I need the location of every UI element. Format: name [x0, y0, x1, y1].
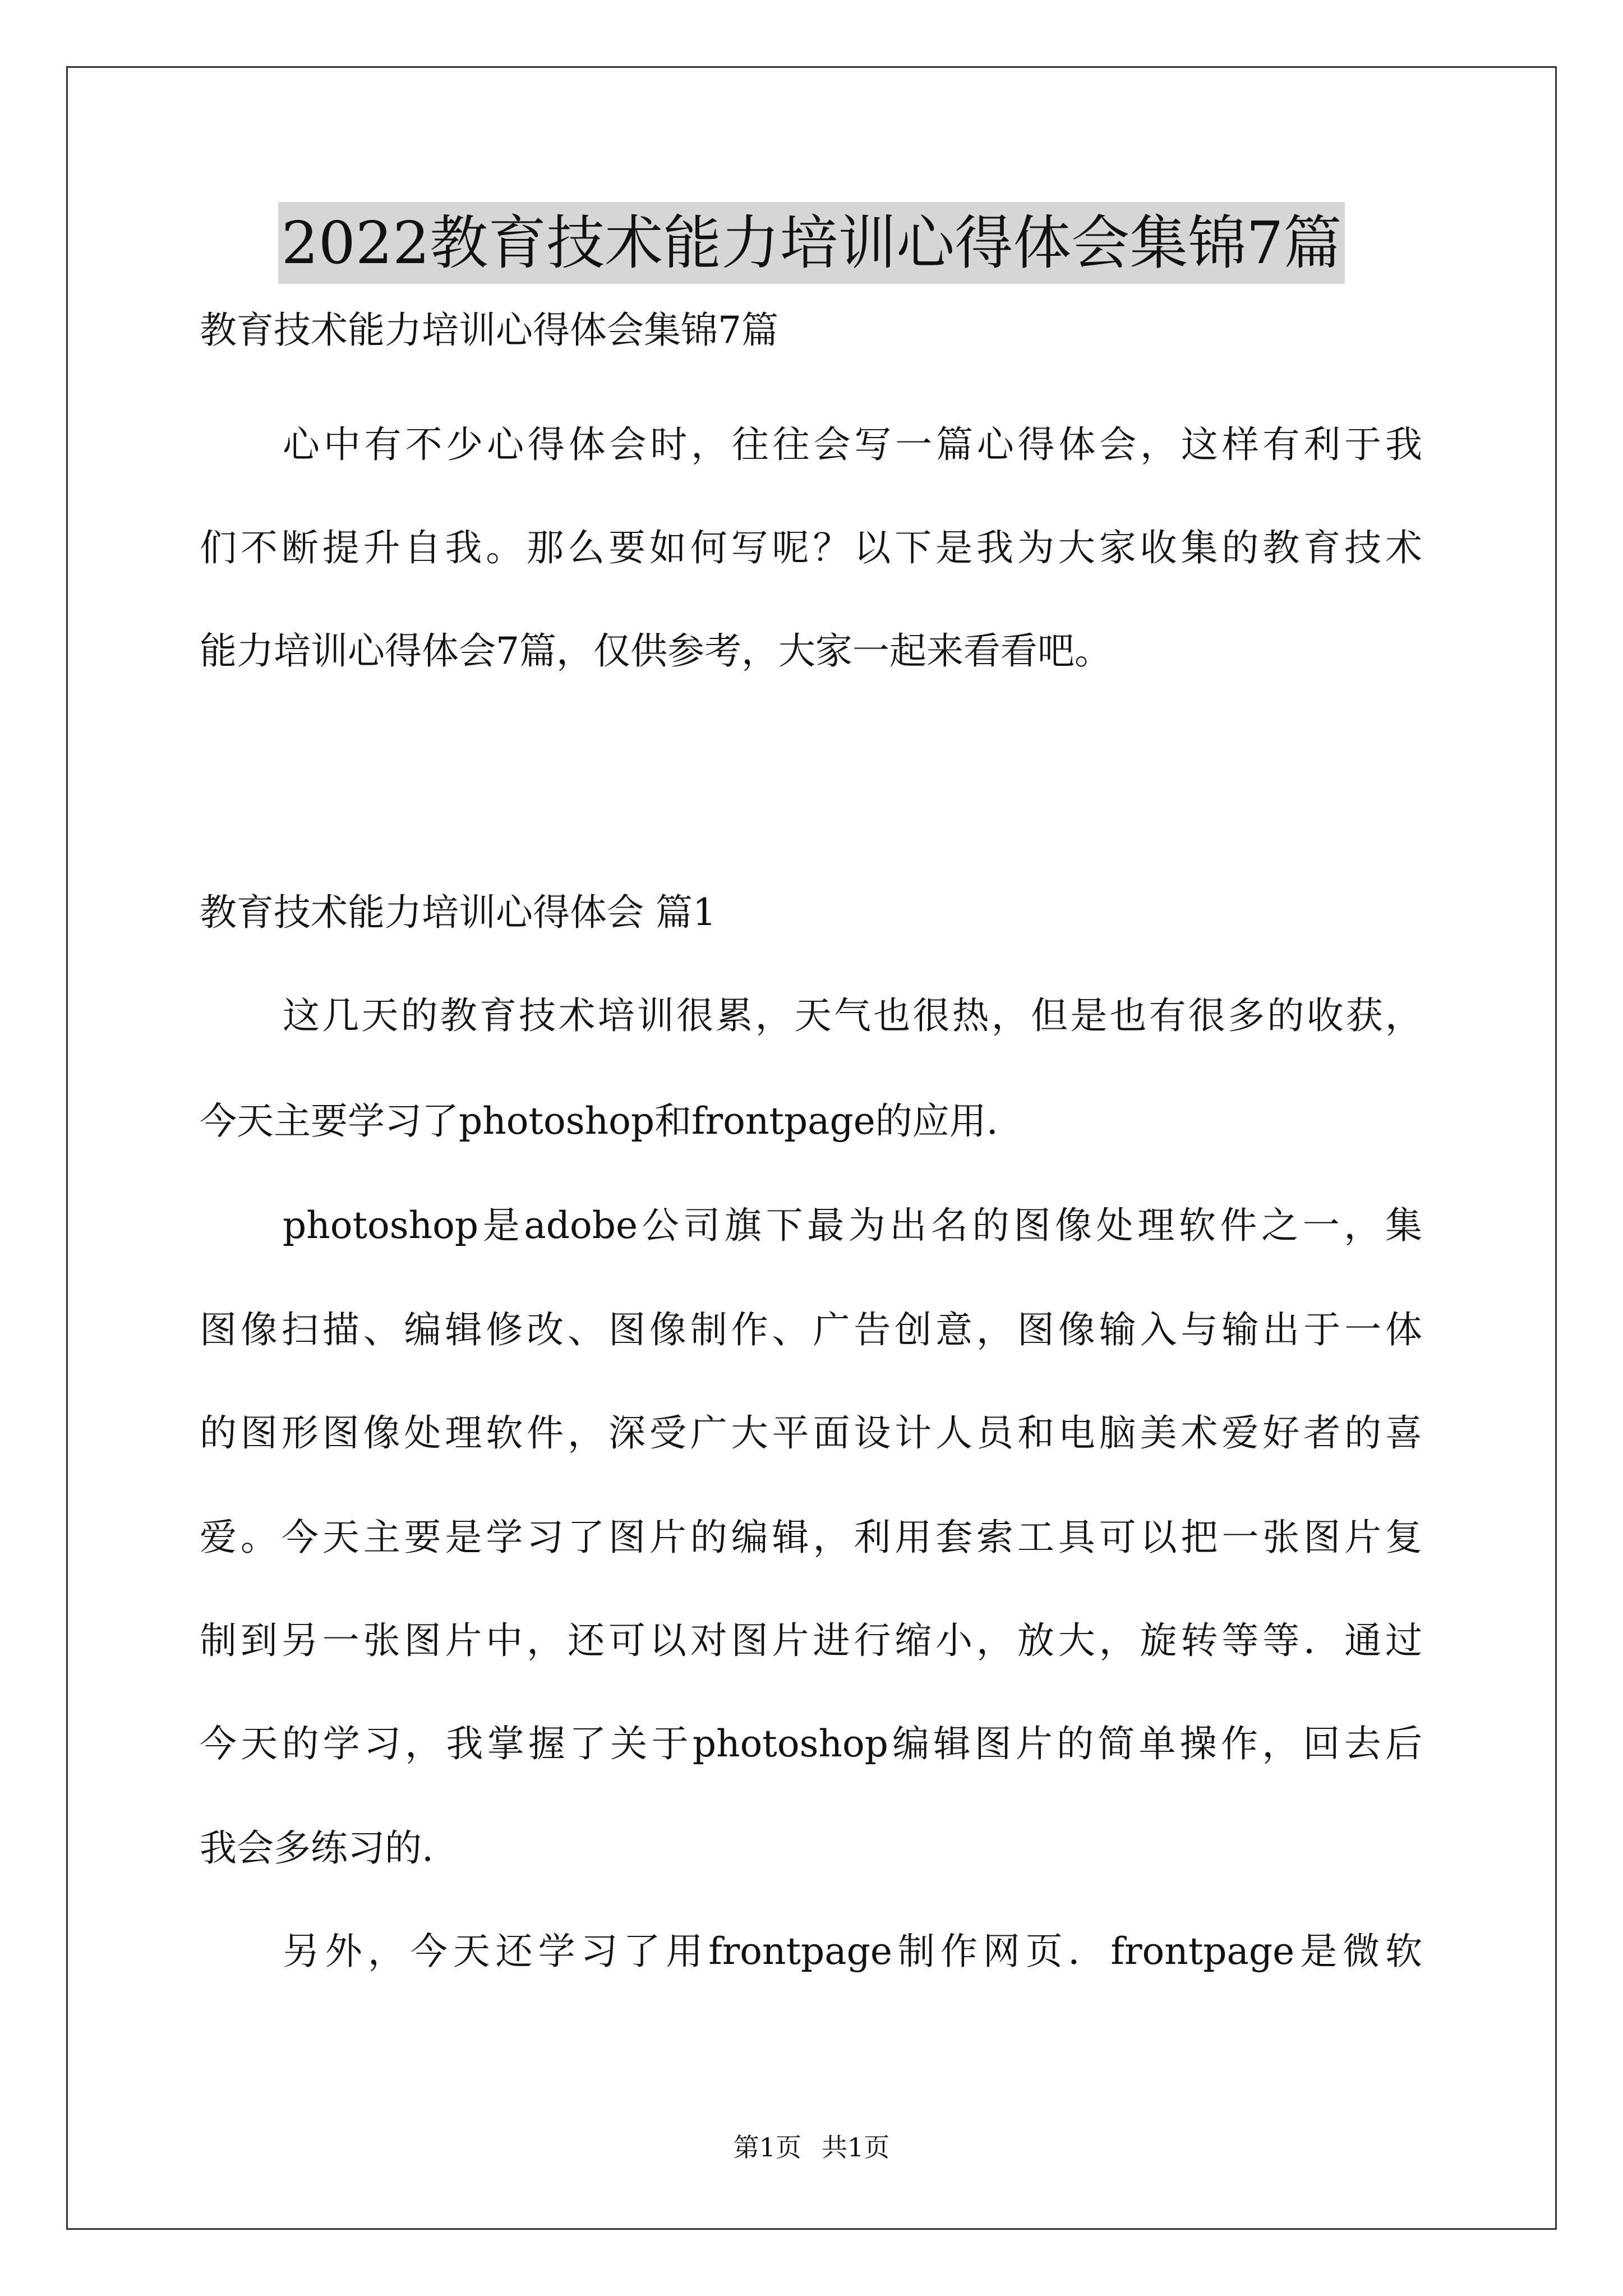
paragraph-line: 图像扫描、编辑修改、图像制作、广告创意，图像输入与输出于一体: [200, 1308, 1422, 1351]
page-footer: [0, 2132, 1623, 2163]
paragraph-line: 今天的学习，我掌握了关于photoshop编辑图片的简单操作，回去后: [200, 1722, 1422, 1765]
intro-line: 心中有不少心得体会时，往往会写一篇心得体会，这样有利于我: [283, 423, 1422, 466]
subtitle: 教育技术能力培训心得体会集锦7篇: [200, 309, 778, 352]
title-container: [0, 202, 1623, 284]
paragraph-line: 制到另一张图片中，还可以对图片进行缩小，放大，旋转等等．通过: [200, 1619, 1422, 1662]
paragraph-line: photoshop是adobe公司旗下最为出名的图像处理软件之一，集: [283, 1204, 1422, 1247]
paragraph-line: 今天主要学习了photoshop和frontpage的应用.: [200, 1099, 998, 1143]
intro-line: 能力培训心得体会7篇，仅供参考，大家一起来看看吧。: [200, 629, 1112, 673]
section-heading: 教育技术能力培训心得体会 篇1: [200, 891, 716, 934]
document-title: 2022教育技术能力培训心得体会集锦7篇: [278, 202, 1345, 284]
paragraph-line: 的图形图像处理软件，深受广大平面设计人员和电脑美术爱好者的喜: [200, 1411, 1422, 1455]
page-border: [66, 66, 1557, 2230]
paragraph-line: 爱。今天主要是学习了图片的编辑，利用套索工具可以把一张图片复: [200, 1516, 1422, 1559]
page-total: 共1页: [822, 2132, 890, 2162]
paragraph-line: 这几天的教育技术培训很累，天气也很热，但是也有很多的收获，: [283, 994, 1422, 1037]
page-number: 第1页: [733, 2132, 801, 2162]
paragraph-line: 另外，今天还学习了用frontpage制作网页．frontpage是微软: [283, 1930, 1422, 1973]
intro-line: 们不断提升自我。那么要如何写呢？以下是我为大家收集的教育技术: [200, 526, 1422, 569]
paragraph-line: 我会多练习的.: [200, 1826, 434, 1870]
